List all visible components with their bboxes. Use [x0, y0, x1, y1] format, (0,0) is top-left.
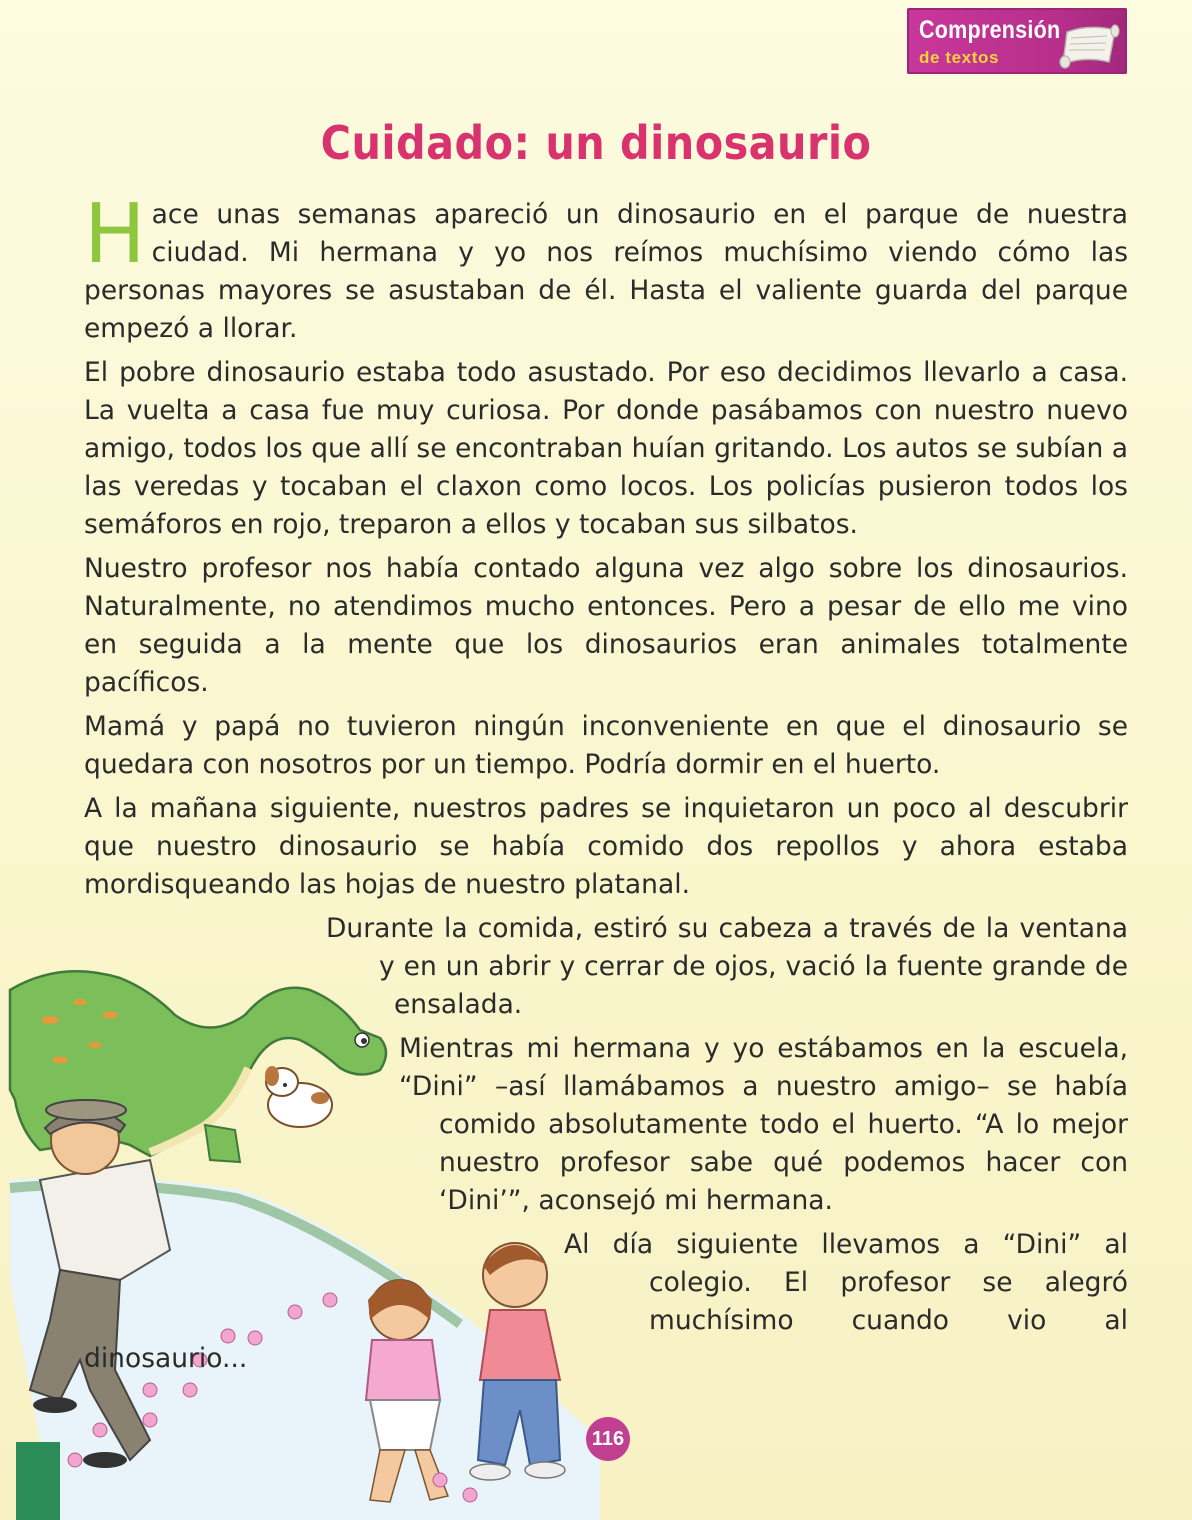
page-number: 116 — [586, 1417, 630, 1461]
paragraph-2: El pobre dinosaurio estaba todo asustado. Por eso decidimos llevarlo a casa. La vuelta a casa fue muy curiosa. Por donde pasábamos con nuestro nuevo amigo, todos los que allí se encontraban huían gritando. Los autos se subían a las veredas y tocaban el claxon como locos. Los policías pusieron todos los semáforos en rojo, treparon a ellos y tocaban sus silbatos. — [84, 357, 1128, 540]
story-body — [84, 187, 1128, 1384]
text-wrap-spacer — [84, 910, 326, 948]
story-title: Cuidado: un dinosaurio — [320, 116, 872, 170]
paragraph-5: A la mañana siguiente, nuestros padres se inquietaron un poco al descubrir que nuestro dinosaurio se había comido dos repollos y ahora estaba mordisqueando las hojas de nuestro platanal. — [84, 793, 1128, 900]
drop-cap: H — [84, 187, 146, 282]
text-wrap-spacer — [84, 1106, 374, 1144]
text-wrap-spacer — [84, 986, 394, 1030]
section-badge — [907, 8, 1127, 74]
paragraph-7: Mientras mi hermana y yo estábamos en la escuela, “Dini” –así llamábamos a nuestro amigo– se había comido absolutamente todo el huerto. “A lo mejor nuestro profesor sabe qué podemos hacer con ‘Dini’”, aconsejó mi hermana. — [399, 1033, 1128, 1216]
text-wrap-spacer — [84, 1226, 564, 1264]
text-wrap-spacer — [84, 1302, 649, 1340]
paragraph-8: Al día siguiente llevamos a “Dini” al colegio. El profesor se alegró muchísimo cuando vio al dinosaurio... — [84, 1229, 1128, 1374]
text-wrap-spacer — [84, 948, 379, 986]
paragraph-1 — [84, 187, 1128, 348]
section-badge-title: Comprensión — [919, 16, 1061, 44]
text-wrap-spacer — [84, 1030, 399, 1068]
paragraph-1-text: ace unas semanas apareció un dinosaurio en el parque de nuestra ciudad. Mi hermana y yo nos reímos muchísimo viendo cómo las personas mayores se asustaban de él. Hasta el valiente guarda del parque empezó a llorar. — [84, 199, 1128, 344]
text-wrap-spacer — [84, 1068, 399, 1106]
text-wrap-spacer — [84, 1264, 649, 1302]
paragraph-3: Nuestro profesor nos había contado alguna vez algo sobre los dinosaurios. Naturalmente, no atendimos mucho entonces. Pero a pesar de ello me vino en seguida a la mente que los dinosaurios eran animales totalmente pacíficos. — [84, 553, 1128, 698]
page-edge-stripe — [16, 1442, 60, 1520]
paragraph-4: Mamá y papá no tuvieron ningún inconveniente en que el dinosaurio se quedara con nosotros por un tiempo. Podría dormir en el huerto. — [84, 711, 1128, 780]
paragraph-6: Durante la comida, estiró su cabeza a través de la ventana y en un abrir y cerrar de ojos, vació la fuente grande de ensalada. — [326, 913, 1128, 1020]
text-wrap-spacer — [84, 1182, 439, 1226]
text-wrap-spacer — [84, 1144, 359, 1182]
scroll-icon — [1059, 22, 1121, 70]
section-badge-subtitle: de textos — [919, 48, 1000, 67]
